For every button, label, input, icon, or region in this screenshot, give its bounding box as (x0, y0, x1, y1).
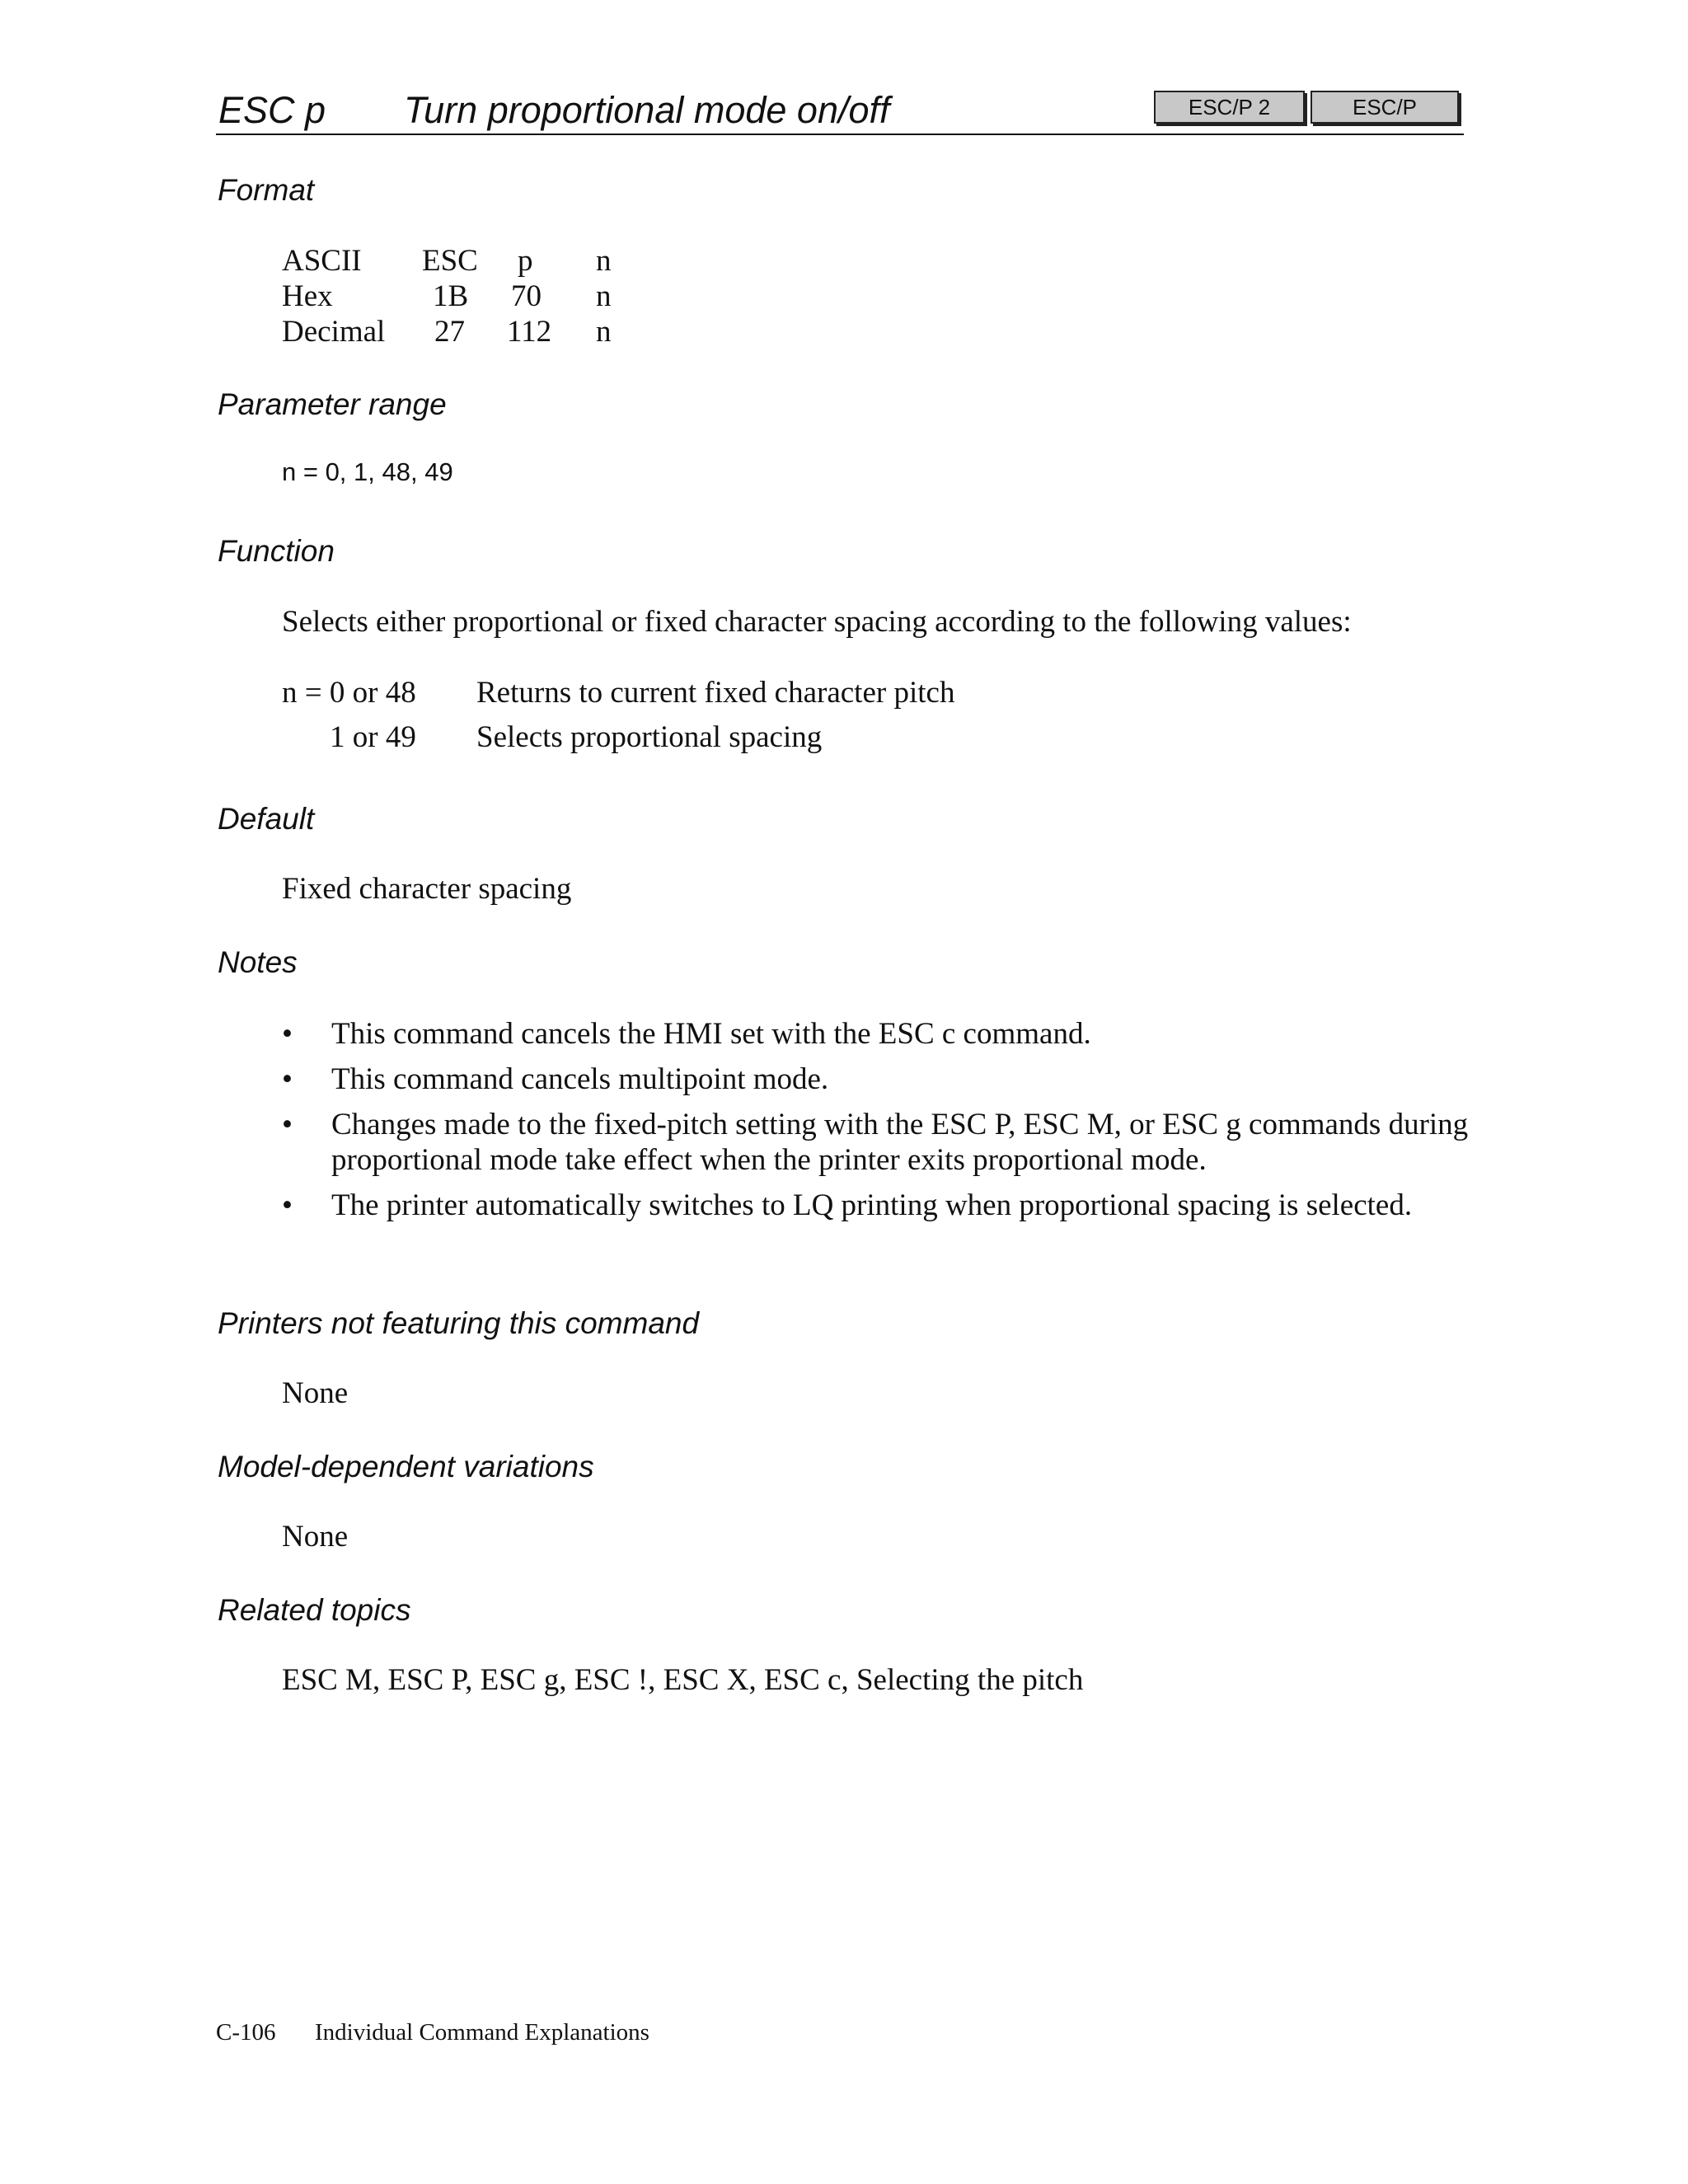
function-value-n-0: n = 0 or 48 (282, 676, 416, 710)
page-number: C-106 (216, 2019, 276, 2046)
badge-escp: ESC/P (1311, 91, 1459, 124)
parameter-range-text: n = 0, 1, 48, 49 (282, 457, 453, 486)
note-item-4: The printer automatically switches to LQ printing when proportional spacing is selected. (331, 1188, 1413, 1222)
badge-escp2: ESC/P 2 (1154, 91, 1305, 124)
format-decimal-c2: 112 (507, 315, 552, 349)
function-value-desc-0: Returns to current fixed character pitch (476, 676, 955, 710)
printers-not-featuring-text: None (282, 1376, 349, 1410)
format-ascii-c2: p (518, 244, 533, 278)
bullet-icon: • (282, 1062, 293, 1096)
format-decimal-c1: 27 (434, 315, 465, 349)
format-hex-c1: 1B (433, 279, 469, 313)
bullet-icon: • (282, 1108, 293, 1141)
bullet-icon: • (282, 1017, 293, 1051)
note-item-2: This command cancels multipoint mode. (331, 1062, 829, 1096)
notes-heading: Notes (218, 945, 298, 979)
format-heading: Format (218, 173, 315, 207)
footer-section: Individual Command Explanations (315, 2019, 649, 2046)
related-topics-text: ESC M, ESC P, ESC g, ESC !, ESC X, ESC c, Selecting the pitch (282, 1663, 1084, 1697)
format-label-hex: Hex (282, 279, 333, 313)
command-code: ESC p (218, 89, 326, 131)
function-heading: Function (218, 534, 335, 568)
format-hex-c3: n (596, 279, 612, 313)
format-label-ascii: ASCII (282, 244, 362, 278)
function-text: Selects either proportional or fixed character spacing according to the following values: (282, 605, 1352, 639)
parameter-range-heading: Parameter range (218, 387, 447, 421)
format-ascii-c3: n (596, 244, 612, 278)
page-title: Turn proportional mode on/off (404, 89, 890, 131)
model-variations-text: None (282, 1520, 349, 1554)
default-heading: Default (218, 802, 315, 836)
function-value-n-1: 1 or 49 (330, 720, 416, 754)
printers-not-featuring-heading: Printers not featuring this command (218, 1306, 700, 1340)
function-value-desc-1: Selects proportional spacing (476, 720, 823, 754)
note-item-3: Changes made to the fixed-pitch setting with the ESC P, ESC M, or ESC g commands during proportional mode take effect when the printer exits proportional mode. (331, 1108, 1469, 1177)
note-item-1: This command cancels the HMI set with the ESC c command. (331, 1017, 1091, 1051)
header-rule (216, 134, 1464, 135)
related-topics-heading: Related topics (218, 1593, 411, 1627)
model-variations-heading: Model-dependent variations (218, 1450, 594, 1483)
format-decimal-c3: n (596, 315, 612, 349)
format-hex-c2: 70 (511, 279, 542, 313)
format-label-decimal: Decimal (282, 315, 386, 349)
default-text: Fixed character spacing (282, 872, 572, 906)
format-ascii-c1: ESC (422, 244, 478, 278)
bullet-icon: • (282, 1188, 293, 1222)
